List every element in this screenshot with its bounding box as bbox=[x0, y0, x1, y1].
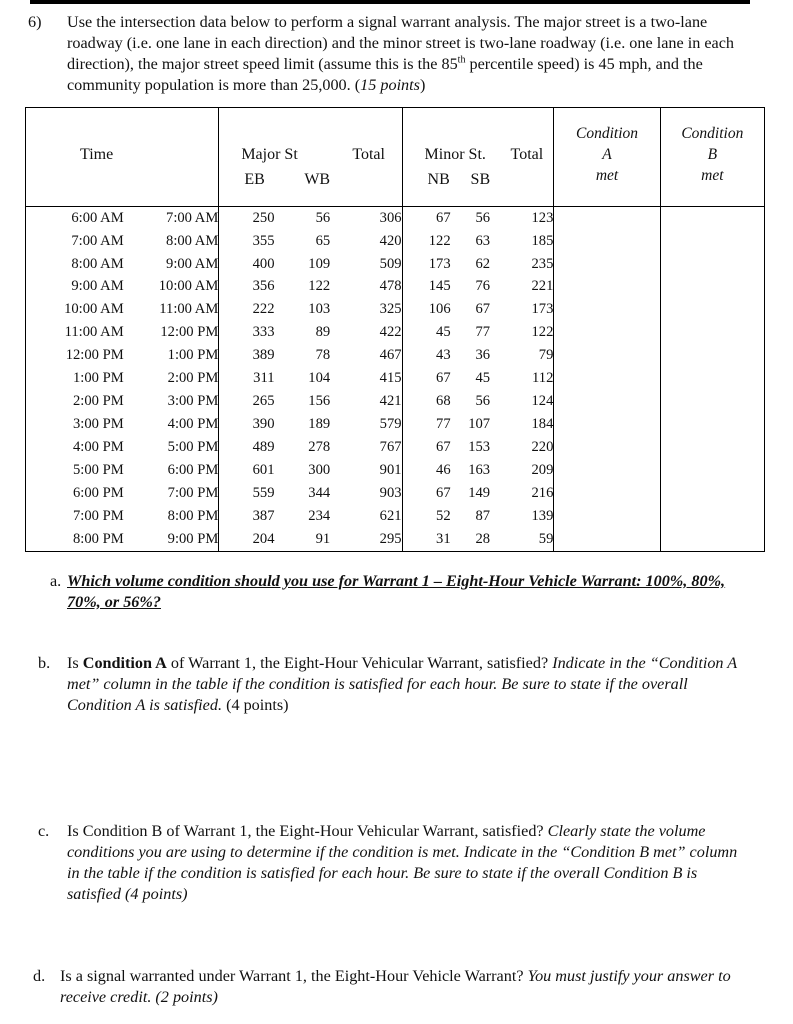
time-start-cell: 7:00 PM bbox=[73, 507, 124, 524]
question-c bbox=[38, 821, 743, 905]
time-end-cell: 12:00 PM bbox=[160, 324, 219, 341]
time-start-cell: 12:00 PM bbox=[65, 347, 124, 364]
question-c-italic: Clearly state the volume conditions you are using to determine if the condition is met. Indicate in the “Condition B met” column in the table if the condition is satisfied for each hour. Be sure to state if the overall Condition B is satisfied (4 points) bbox=[67, 822, 738, 903]
minor-nb-cell: 67 bbox=[402, 367, 451, 390]
time-start-cell: 2:00 PM bbox=[73, 393, 124, 410]
question-b-mid: of Warrant 1, the Eight-Hour Vehicular Warrant, satisfied? bbox=[166, 654, 553, 672]
minor-sb-cell: 56 bbox=[475, 393, 491, 410]
time-start-cell: 3:00 PM bbox=[73, 416, 124, 433]
time-end-cell: 1:00 PM bbox=[167, 347, 219, 364]
minor-nb-cell: 46 bbox=[402, 459, 451, 482]
condition-a-met-cell[interactable] bbox=[554, 436, 660, 459]
minor-total-cell: 221 bbox=[531, 278, 554, 295]
major-st-header: Major St bbox=[241, 145, 298, 163]
major-total-cell: 295 bbox=[379, 530, 402, 547]
major-wb-cell: 89 bbox=[315, 324, 331, 341]
time-start-cell: 1:00 PM bbox=[73, 370, 124, 387]
table-row bbox=[26, 344, 765, 367]
question-b-label: b. bbox=[38, 654, 51, 672]
minor-nb-cell: 67 bbox=[402, 206, 451, 230]
minor-nb-cell: 52 bbox=[402, 505, 451, 528]
major-total-cell: 325 bbox=[379, 301, 402, 318]
major-eb-cell: 265 bbox=[219, 390, 275, 413]
time-start-cell: 10:00 AM bbox=[64, 301, 124, 318]
minor-total-cell: 124 bbox=[531, 393, 554, 410]
minor-sb-cell: 45 bbox=[475, 370, 491, 387]
table-row bbox=[26, 482, 765, 505]
table-row bbox=[26, 230, 765, 253]
condition-a-met-cell[interactable] bbox=[554, 390, 660, 413]
minor-nb-cell: 43 bbox=[402, 344, 451, 367]
condition-a-met-cell[interactable] bbox=[554, 230, 660, 253]
major-total-cell: 415 bbox=[379, 370, 402, 387]
minor-sb-cell: 87 bbox=[475, 507, 491, 524]
major-total-cell: 903 bbox=[379, 484, 402, 501]
condition-a-met-cell[interactable] bbox=[554, 344, 660, 367]
minor-total-cell: 139 bbox=[531, 507, 554, 524]
major-eb-cell: 222 bbox=[219, 298, 275, 321]
minor-sb-cell: 163 bbox=[468, 461, 491, 478]
minor-total-cell: 59 bbox=[538, 530, 554, 547]
time-end-cell: 8:00 PM bbox=[167, 507, 219, 524]
condition-a-met-cell[interactable] bbox=[554, 505, 660, 528]
condition-b-met-cell[interactable] bbox=[660, 230, 764, 253]
major-total-cell: 467 bbox=[379, 347, 402, 364]
condition-a-line2: A bbox=[602, 145, 612, 163]
major-total-cell: 306 bbox=[379, 209, 402, 226]
time-end-cell: 9:00 AM bbox=[166, 255, 219, 272]
major-wb-cell: 189 bbox=[308, 416, 331, 433]
minor-nb-cell: 31 bbox=[402, 528, 451, 552]
time-start-cell: 8:00 PM bbox=[73, 530, 124, 547]
time-start-cell: 6:00 AM bbox=[71, 209, 124, 226]
question-b-italic: Indicate in the “Condition A met” column in the table if the condition is satisfied for each hour. Be sure to state if the overall Condition A is satisfied. bbox=[67, 654, 737, 714]
eb-header: EB bbox=[244, 170, 265, 188]
condition-b-line3: met bbox=[701, 166, 724, 184]
minor-nb-cell: 77 bbox=[402, 413, 451, 436]
minor-nb-cell: 122 bbox=[402, 230, 451, 253]
condition-b-met-cell[interactable] bbox=[660, 436, 764, 459]
minor-sb-cell: 67 bbox=[475, 301, 491, 318]
minor-total-cell: 184 bbox=[531, 416, 554, 433]
time-end-cell: 3:00 PM bbox=[167, 393, 219, 410]
condition-b-met-cell[interactable] bbox=[660, 459, 764, 482]
condition-b-line1: Condition bbox=[681, 124, 744, 142]
minor-total-cell: 220 bbox=[531, 439, 554, 456]
condition-b-line2: B bbox=[707, 145, 718, 163]
condition-a-met-cell[interactable] bbox=[554, 276, 660, 299]
minor-nb-cell: 45 bbox=[402, 321, 451, 344]
question-c-text bbox=[67, 821, 743, 905]
question-b-text bbox=[67, 653, 743, 716]
time-start-cell: 5:00 PM bbox=[73, 461, 124, 478]
major-eb-cell: 400 bbox=[219, 253, 275, 276]
question-c-label: c. bbox=[38, 822, 50, 840]
table-row bbox=[26, 321, 765, 344]
question-b-bold: Condition A bbox=[82, 654, 167, 672]
time-end-cell: 7:00 PM bbox=[167, 484, 219, 501]
major-eb-cell: 387 bbox=[219, 505, 275, 528]
minor-sb-cell: 28 bbox=[475, 530, 491, 547]
minor-nb-cell: 145 bbox=[402, 276, 451, 299]
table-header-row bbox=[26, 108, 765, 207]
major-wb-cell: 109 bbox=[308, 255, 331, 272]
minor-sb-cell: 76 bbox=[475, 278, 491, 295]
minor-sb-cell: 56 bbox=[475, 209, 491, 226]
major-wb-cell: 91 bbox=[315, 530, 331, 547]
condition-b-met-cell[interactable] bbox=[660, 276, 764, 299]
major-wb-cell: 278 bbox=[308, 439, 331, 456]
minor-nb-cell: 67 bbox=[402, 436, 451, 459]
minor-total-cell: 112 bbox=[532, 370, 554, 387]
time-end-cell: 8:00 AM bbox=[166, 232, 219, 249]
question-d bbox=[33, 966, 753, 1008]
condition-b-met-cell[interactable] bbox=[660, 298, 764, 321]
minor-total-cell: 216 bbox=[531, 484, 554, 501]
top-rule bbox=[30, 0, 750, 4]
question-c-plain: Is Condition B of Warrant 1, the Eight-Hour Vehicular Warrant, satisfied? bbox=[67, 822, 548, 840]
table-row bbox=[26, 528, 765, 552]
minor-st-header: Minor St. bbox=[424, 145, 486, 163]
major-wb-cell: 122 bbox=[308, 278, 331, 295]
minor-nb-cell: 67 bbox=[402, 482, 451, 505]
table-row bbox=[26, 367, 765, 390]
condition-a-met-cell[interactable] bbox=[554, 413, 660, 436]
time-start-cell: 11:00 AM bbox=[64, 324, 124, 341]
question-b bbox=[38, 653, 743, 716]
time-start-cell: 7:00 AM bbox=[71, 232, 124, 249]
major-eb-cell: 601 bbox=[219, 459, 275, 482]
condition-a-met-cell[interactable] bbox=[554, 206, 660, 230]
table-row bbox=[26, 253, 765, 276]
sb-header: SB bbox=[470, 170, 491, 188]
condition-b-met-cell[interactable] bbox=[660, 321, 764, 344]
major-wb-cell: 234 bbox=[308, 507, 331, 524]
major-total-cell: 579 bbox=[379, 416, 402, 433]
major-eb-cell: 311 bbox=[219, 367, 275, 390]
time-start-cell: 8:00 AM bbox=[71, 255, 124, 272]
question-a-label: a. bbox=[50, 572, 62, 590]
table-row bbox=[26, 206, 765, 230]
nb-header: NB bbox=[427, 170, 450, 188]
major-eb-cell: 559 bbox=[219, 482, 275, 505]
major-eb-cell: 356 bbox=[219, 276, 275, 299]
minor-sb-cell: 62 bbox=[475, 255, 491, 272]
major-total-cell: 767 bbox=[379, 439, 402, 456]
table-body bbox=[26, 108, 765, 552]
condition-a-met-cell[interactable] bbox=[554, 298, 660, 321]
time-end-cell: 10:00 AM bbox=[158, 278, 219, 295]
minor-total-cell: 209 bbox=[531, 461, 554, 478]
minor-sb-cell: 153 bbox=[468, 439, 491, 456]
time-end-cell: 2:00 PM bbox=[167, 370, 219, 387]
major-wb-cell: 104 bbox=[308, 370, 331, 387]
minor-total-cell: 185 bbox=[531, 232, 554, 249]
condition-b-met-cell[interactable] bbox=[660, 413, 764, 436]
problem-statement bbox=[28, 12, 763, 96]
problem-superscript: th bbox=[457, 54, 466, 66]
major-eb-cell: 389 bbox=[219, 344, 275, 367]
minor-nb-cell: 68 bbox=[402, 390, 451, 413]
minor-total-cell: 123 bbox=[531, 209, 554, 226]
question-b-pre: Is bbox=[67, 654, 83, 672]
major-eb-cell: 390 bbox=[219, 413, 275, 436]
minor-sb-cell: 63 bbox=[475, 232, 491, 249]
major-wb-cell: 56 bbox=[315, 209, 331, 226]
question-b-points: (4 points) bbox=[222, 696, 289, 714]
time-end-cell: 7:00 AM bbox=[166, 209, 219, 226]
time-end-cell: 4:00 PM bbox=[167, 416, 219, 433]
time-end-cell: 5:00 PM bbox=[167, 439, 219, 456]
problem-text bbox=[67, 12, 763, 96]
condition-b-met-cell[interactable] bbox=[660, 344, 764, 367]
problem-text-main: Use the intersection data below to perform a signal warrant analysis. The major street is a two-lane roadway (i.e. one lane in each direction) and the minor street is two-lane roadway (i.e. one lane in each direction), the major street speed limit (assume this is the 85 bbox=[67, 13, 735, 73]
condition-a-header bbox=[554, 123, 659, 186]
condition-b-met-cell[interactable] bbox=[660, 505, 764, 528]
question-d-plain: Is a signal warranted under Warrant 1, the Eight-Hour Vehicle Warrant? bbox=[60, 967, 528, 985]
question-d-label: d. bbox=[33, 967, 46, 985]
time-start-cell: 4:00 PM bbox=[73, 439, 124, 456]
condition-b-met-cell[interactable] bbox=[660, 528, 764, 552]
time-header: Time bbox=[80, 145, 114, 163]
major-eb-cell: 204 bbox=[219, 528, 275, 552]
major-wb-cell: 65 bbox=[315, 232, 331, 249]
major-wb-cell: 344 bbox=[308, 484, 331, 501]
problem-points: 15 points bbox=[360, 76, 420, 94]
table-row bbox=[26, 390, 765, 413]
table-row bbox=[26, 505, 765, 528]
minor-total-cell: 235 bbox=[531, 255, 554, 272]
minor-nb-cell: 173 bbox=[402, 253, 451, 276]
condition-a-met-cell[interactable] bbox=[554, 321, 660, 344]
question-d-italic: You must justify your answer to receive credit. (2 points) bbox=[60, 967, 731, 1006]
time-end-cell: 6:00 PM bbox=[167, 461, 219, 478]
minor-nb-cell: 106 bbox=[402, 298, 451, 321]
major-eb-cell: 489 bbox=[219, 436, 275, 459]
major-total-cell: 422 bbox=[379, 324, 402, 341]
condition-a-met-cell[interactable] bbox=[554, 528, 660, 552]
major-total-cell: 420 bbox=[379, 232, 402, 249]
major-wb-cell: 103 bbox=[308, 301, 331, 318]
question-a bbox=[50, 571, 750, 613]
major-total-cell: 621 bbox=[379, 507, 402, 524]
major-eb-cell: 250 bbox=[219, 206, 275, 230]
condition-a-met-cell[interactable] bbox=[554, 367, 660, 390]
minor-total-cell: 173 bbox=[531, 301, 554, 318]
major-wb-cell: 300 bbox=[308, 461, 331, 478]
condition-a-line1: Condition bbox=[576, 124, 639, 142]
wb-header: WB bbox=[304, 170, 331, 188]
time-start-cell: 9:00 AM bbox=[71, 278, 124, 295]
condition-b-met-cell[interactable] bbox=[660, 253, 764, 276]
major-wb-cell: 156 bbox=[308, 393, 331, 410]
minor-total-cell: 122 bbox=[531, 324, 554, 341]
problem-number: 6) bbox=[28, 13, 42, 31]
time-end-cell: 11:00 AM bbox=[159, 301, 219, 318]
condition-a-met-cell[interactable] bbox=[554, 253, 660, 276]
time-end-cell: 9:00 PM bbox=[167, 530, 219, 547]
table-row bbox=[26, 413, 765, 436]
major-wb-cell: 78 bbox=[315, 347, 331, 364]
major-total-cell: 509 bbox=[379, 255, 402, 272]
condition-a-met-cell[interactable] bbox=[554, 482, 660, 505]
major-total-header: Total bbox=[352, 145, 385, 163]
major-total-cell: 901 bbox=[379, 461, 402, 478]
condition-b-met-cell[interactable] bbox=[660, 482, 764, 505]
intersection-data-table bbox=[25, 107, 765, 552]
condition-b-header bbox=[661, 123, 764, 186]
minor-sb-cell: 149 bbox=[468, 484, 491, 501]
problem-text-rest: percentile speed) is 45 mph, and the community population is more than 25,000. ( bbox=[67, 55, 703, 94]
time-start-cell: 6:00 PM bbox=[73, 484, 124, 501]
condition-b-met-cell[interactable] bbox=[660, 390, 764, 413]
condition-a-line3: met bbox=[595, 166, 619, 184]
table-row bbox=[26, 276, 765, 299]
major-total-cell: 478 bbox=[379, 278, 402, 295]
major-eb-cell: 355 bbox=[219, 230, 275, 253]
minor-sb-cell: 77 bbox=[475, 324, 491, 341]
condition-b-met-cell[interactable] bbox=[660, 367, 764, 390]
table-row bbox=[26, 298, 765, 321]
condition-b-met-cell[interactable] bbox=[660, 206, 764, 230]
condition-a-met-cell[interactable] bbox=[554, 459, 660, 482]
question-d-text bbox=[60, 966, 753, 1008]
problem-close: ) bbox=[419, 76, 426, 94]
minor-total-header: Total bbox=[510, 145, 544, 163]
table-row bbox=[26, 459, 765, 482]
minor-sb-cell: 107 bbox=[468, 416, 491, 433]
minor-sb-cell: 36 bbox=[475, 347, 491, 364]
question-a-text: Which volume condition should you use for Warrant 1 – Eight-Hour Vehicle Warrant: 100%, 80%, 70%, or 56%? bbox=[67, 572, 726, 611]
major-total-cell: 421 bbox=[379, 393, 402, 410]
table-row bbox=[26, 436, 765, 459]
major-eb-cell: 333 bbox=[219, 321, 275, 344]
minor-total-cell: 79 bbox=[538, 347, 554, 364]
